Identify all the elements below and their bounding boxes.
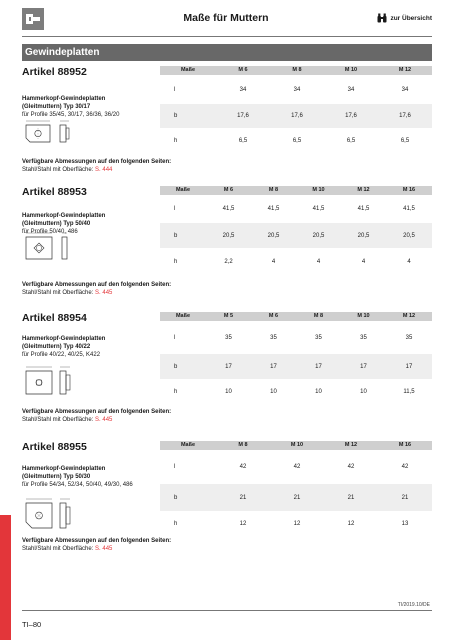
desc-line: Hammerkopf-Gewindeplatten [22,96,106,102]
table-cell: 41,5 [312,206,325,212]
row-label: l [174,86,176,93]
table-row [160,321,432,354]
row-label: l [174,334,176,341]
desc-line: Hammerkopf-Gewindeplatten [22,466,106,472]
table-cell: 21 [347,494,355,501]
desc-profiles: für Profile 54/34, 52/34, 50/40, 49/30, 486 [22,482,133,488]
technical-drawing [22,496,82,532]
column-header: Maße [175,313,191,319]
column-header: M 6 [268,313,279,319]
row-label: h [174,388,178,395]
availability-title: Verfügbare Abmessungen auf den folgenden Seiten: [22,538,172,544]
article-title: Artikel 88955 [22,441,87,453]
row-label: b [174,363,178,370]
overview-link[interactable] [377,13,432,23]
table-cell: 10 [225,388,232,395]
table-cell: 34 [239,86,247,93]
table-row [160,223,432,248]
table-cell: 12 [239,520,247,527]
availability-title: Verfügbare Abmessungen auf den folgenden Seiten: [22,282,172,288]
technical-drawing [22,364,82,398]
header-divider [22,36,432,37]
table-header [160,312,432,321]
table-cell: 2,2 [224,259,233,265]
table-header [160,186,432,195]
article-title: Artikel 88953 [22,186,87,198]
table-cell: 34 [347,86,355,93]
table-cell: 13 [401,520,409,527]
table-cell: 35 [405,334,413,341]
page-number: TI–80 [22,620,42,629]
table-cell: 35 [225,334,232,341]
desc-profiles: für Profile 40/22, 40/25, K422 [22,352,101,358]
desc-line: (Gleitmuttern) Typ 30/17 [22,104,91,110]
column-header: M 12 [402,313,416,319]
table-cell: 21 [293,494,301,501]
column-header: Maße [180,442,196,448]
table-cell: 17 [405,363,413,370]
row-label: l [174,464,176,470]
column-header: M 10 [312,187,325,193]
table-cell: 6,5 [400,138,410,144]
table-cell: 17,6 [291,113,303,119]
table-cell: 17,6 [345,113,357,119]
technical-drawing [22,118,82,146]
table-cell: 4 [361,259,366,265]
column-header: Maße [180,67,196,73]
table-cell: 35 [270,334,277,341]
document-code: TI/2019.10/DE [397,602,430,608]
desc-profiles: für Profile 50/40, 486 [22,229,78,235]
article-title: Artikel 88954 [22,312,87,324]
table-row [160,450,432,484]
page-title: Maße für Muttern [183,12,269,24]
column-header: M 6 [223,187,234,193]
table-row [160,75,432,104]
table-cell: 34 [293,86,301,93]
column-header: M 8 [292,67,302,73]
availability-note [22,408,171,424]
column-header: M 10 [357,313,370,319]
table-cell: 12 [293,520,301,527]
column-header: M 6 [238,67,248,73]
column-header: M 8 [268,187,279,193]
row-label: h [174,259,178,265]
table-cell: 42 [401,464,409,470]
column-header: M 12 [357,187,370,193]
column-header: Maße [175,187,191,193]
table-cell: 6,5 [238,138,248,144]
table-cell: 42 [293,464,301,470]
table-cell: 4 [271,259,276,265]
table-cell: 10 [315,388,322,395]
table-cell: 17,6 [399,113,411,119]
row-label: b [174,113,178,119]
table-cell: 20,5 [403,232,415,239]
table-row [160,104,432,128]
table-cell: 21 [401,494,409,501]
table-row [160,484,432,511]
availability-note [22,158,171,174]
column-header: M 12 [344,442,358,448]
table-row [160,379,432,404]
availability-text: Stahl/Stahl mit Oberfläche: [22,290,96,296]
chapter-marker [0,515,11,640]
article-description [22,465,133,489]
desc-line: Hammerkopf-Gewindeplatten [22,213,106,219]
table-cell: 10 [360,388,367,395]
availability-title: Verfügbare Abmessungen auf den folgenden Seiten: [22,159,172,165]
column-header: M 10 [344,67,358,73]
availability-text: Stahl/Stahl mit Oberfläche: [22,417,96,423]
table-cell: 12 [347,520,355,527]
desc-line: (Gleitmuttern) Typ 40/22 [22,344,91,350]
desc-line: (Gleitmuttern) Typ 50/40 [22,221,91,227]
table-cell: 17 [225,363,232,370]
table-cell: 17 [315,363,322,370]
table-cell: 17,6 [237,113,249,119]
table-cell: 17 [270,363,277,370]
table-cell: 10 [270,388,277,395]
table-cell: 11,5 [403,388,415,395]
article-description [22,95,119,119]
table-cell: 41,5 [357,206,370,212]
page-link[interactable]: S. 444 [95,167,113,173]
overview-label[interactable]: zur Übersicht [390,14,432,22]
table-cell: 20,5 [312,232,325,239]
column-header: M 16 [398,442,412,448]
availability-note [22,281,171,297]
table-cell: 42 [347,464,355,470]
table-cell: 20,5 [357,232,370,239]
availability-text: Stahl/Stahl mit Oberfläche: [22,546,96,552]
table-cell: 35 [315,334,322,341]
column-header: M 10 [290,442,304,448]
table-cell: 35 [360,334,367,341]
availability-note [22,537,171,553]
page-link[interactable]: S. 445 [95,546,113,552]
page-link[interactable]: S. 445 [95,290,113,296]
desc-line: Hammerkopf-Gewindeplatten [22,336,106,342]
page-link[interactable]: S. 445 [95,417,113,423]
table-cell: 41,5 [267,206,280,212]
table-cell: 4 [407,259,411,265]
table-cell: 42 [239,464,247,470]
table-row [160,511,432,536]
column-header: M 5 [223,313,234,319]
table-row [160,354,432,379]
desc-line: (Gleitmuttern) Typ 50/30 [22,474,91,480]
article-title: Artikel 88952 [22,66,87,78]
table-row [160,248,432,276]
article-description [22,335,105,359]
table-cell: 20,5 [222,232,235,239]
row-label: h [174,520,178,527]
row-label: h [174,138,178,144]
row-label: b [174,232,178,239]
desc-profiles: für Profile 35/45, 30/17, 36/36, 36/20 [22,112,120,118]
table-header [160,66,432,75]
row-label: l [174,206,176,212]
table-cell: 6,5 [292,138,302,144]
table-cell: 41,5 [403,206,415,212]
table-cell: 21 [239,494,247,501]
technical-drawing [22,230,82,262]
binoculars-icon [377,13,387,23]
table-cell: 6,5 [346,138,356,144]
table-cell: 17 [360,363,367,370]
table-cell: 41,5 [222,206,235,212]
table-cell: 4 [316,259,321,265]
table-row [160,128,432,154]
row-label: b [174,494,178,501]
table-row [160,195,432,223]
column-header: M 8 [238,442,248,448]
column-header: M 12 [398,67,412,73]
section-title: Gewindeplatten [22,44,432,61]
table-cell: 34 [401,86,409,93]
table-header [160,441,432,450]
availability-text: Stahl/Stahl mit Oberfläche: [22,167,96,173]
table-cell: 20,5 [267,232,280,239]
column-header: M 16 [402,187,416,193]
availability-title: Verfügbare Abmessungen auf den folgenden Seiten: [22,409,172,415]
footer-divider [22,610,432,611]
column-header: M 8 [313,313,324,319]
